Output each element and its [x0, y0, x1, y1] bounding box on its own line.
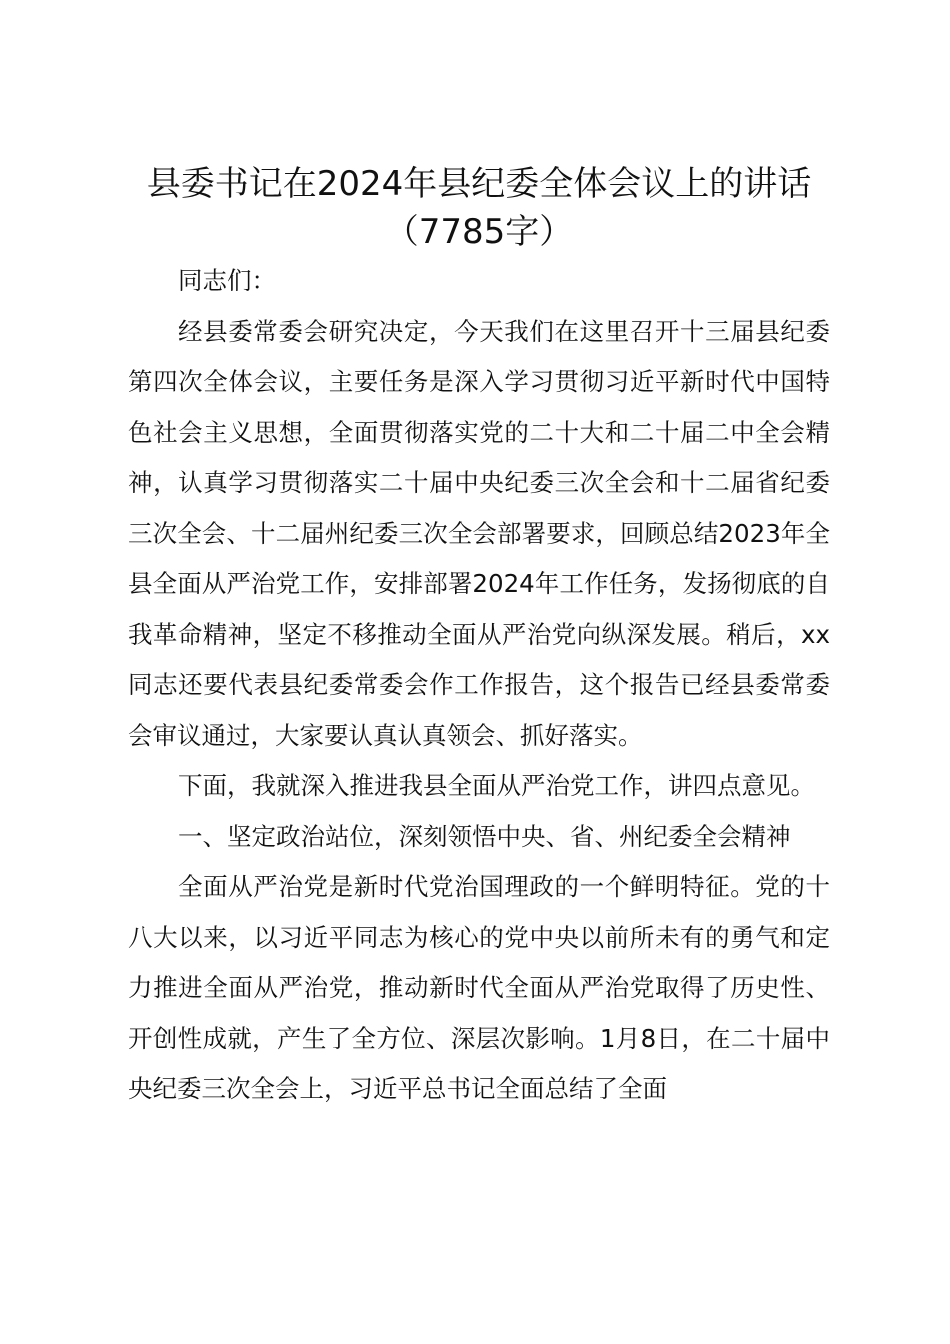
title-line-1: 县委书记在2024年县纪委全体会议上的讲话	[146, 164, 812, 204]
paragraph-outline: 下面，我就深入推进我县全面从严治党工作，讲四点意见。	[178, 771, 815, 800]
paragraph-intro: 经县委常委会研究决定，今天我们在这里召开十三届县纪委第四次全体会议，主要任务是深入学习贯彻习近平新时代中国特色社会主义思想，全面贯彻落实党的二十大和二十届二中全会精神，认真学习贯彻落实二十届中央纪委三次全会和十二届省纪委三次全会、十二届州纪委三次全会部署要求，回顾总结2023年全县全面从严治党工作，安排部署2024年工作任务，发扬彻底的自我革命精神，坚定不移推动全面从严治党向纵深发展。稍后，xx同志还要代表县纪委常委会作工作报告，这个报告已经县委常委会审议通过，大家要认真认真领会、抓好落实。	[128, 316, 830, 750]
document-body	[128, 256, 830, 1115]
title-line-2: （7785字）	[384, 212, 574, 252]
document-title	[128, 160, 830, 256]
document-page	[128, 160, 830, 1115]
salutation: 同志们：	[178, 266, 276, 295]
section-heading-1: 一、坚定政治站位，深刻领悟中央、省、州纪委全会精神	[178, 821, 791, 851]
paragraph-section-1: 全面从严治党是新时代党治国理政的一个鲜明特征。党的十八大以来，以习近平同志为核心的党中央以前所未有的勇气和定力推进全面从严治党，推动新时代全面从严治党取得了历史性、开创性成就，产生了全方位、深层次影响。1月8日，在二十届中央纪委三次全会上，习近平总书记全面总结了全面	[128, 872, 830, 1103]
